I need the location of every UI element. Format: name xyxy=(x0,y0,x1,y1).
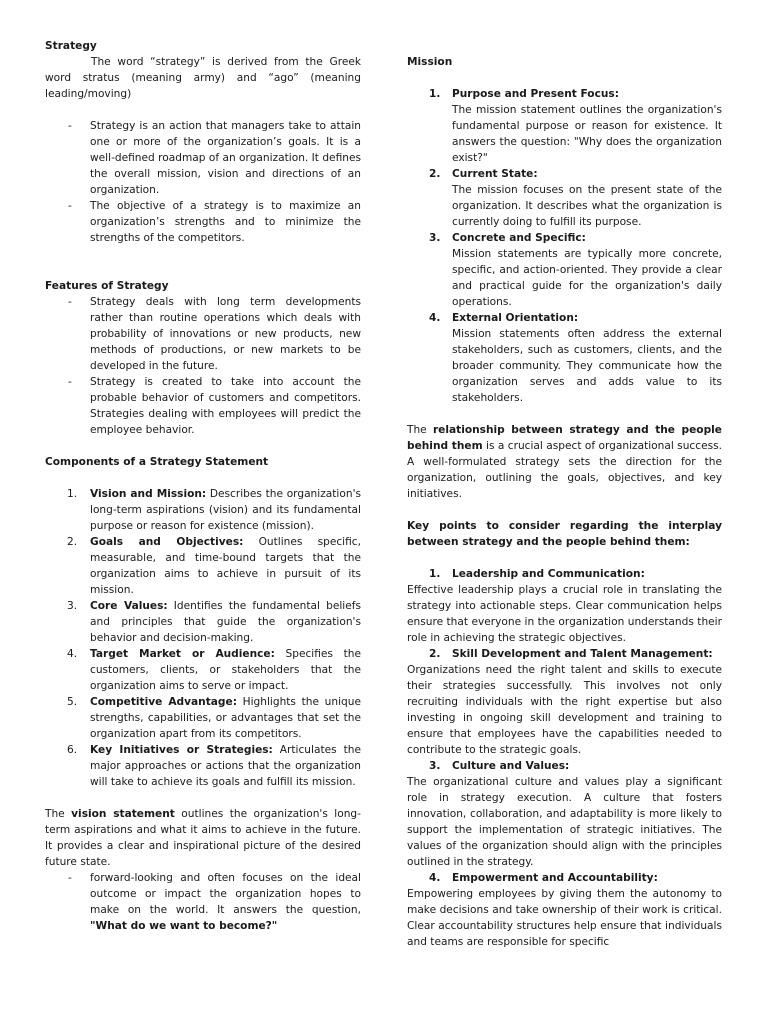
mission-heading: Mission xyxy=(407,56,453,68)
keypoint-text: Empowering employees by giving them the autonomy to make decisions and take ownership of their work is critical. Clear accountability structures help ensure that individuals and teams are responsible for specific xyxy=(407,888,722,948)
list-item: - Strategy deals with long term developments rather than routine operations which deals with probability of innovations or new products, new methods of productions, or new markets to be developed in the future. xyxy=(68,296,361,372)
list-item: - Strategy is an action that managers take to attain one or more of the organization’s goals. It is a well-defined roadmap of an organization. It defines the overall mission, vision and directions of an organization. xyxy=(68,120,361,196)
left-column xyxy=(45,38,361,934)
list-item: 3. Concrete and Specific: Mission statements are typically more concrete, specific, and action-oriented. They provide a clear and practical guide for the organization's daily operations. xyxy=(429,232,722,308)
list-item: 4. External Orientation: Mission statements often address the external stakeholders, such as customers, clients, and the broader community. They communicate how the organization serves and adds value to its stakeholders. xyxy=(429,312,722,404)
keypoint-text: The organizational culture and values play a significant role in strategy execution. A culture that fosters innovation, collaboration, and adaptability is more likely to support the implementation of strategic initiatives. The values of the organization should align with the principles outlined in the strategy. xyxy=(407,776,722,868)
keypoint-heading: 1. Leadership and Communication: xyxy=(429,568,645,580)
list-item: 1. Purpose and Present Focus: The mission statement outlines the organization's fundamental purpose or reason for existence. It answers the question: "Why does the organization exist?" xyxy=(429,88,722,164)
keypoint-heading: 3. Culture and Values: xyxy=(429,760,570,772)
right-column xyxy=(407,54,722,950)
list-item: - Strategy is created to take into account the probable behavior of customers and competitors. Strategies dealing with employees will predict the employee behavior. xyxy=(68,376,361,436)
list-item: 6. Key Initiatives or Strategies: Articulates the major approaches or actions that the organization will take to achieve its goals and fulfill its mission. xyxy=(67,744,362,788)
keypoint-heading: 2. Skill Development and Talent Management: xyxy=(429,648,713,660)
list-item: 5. Competitive Advantage: Highlights the unique strengths, capabilities, or advantages that set the organization apart from its competitors. xyxy=(67,696,362,740)
features-heading: Features of Strategy xyxy=(45,280,169,292)
components-heading: Components of a Strategy Statement xyxy=(45,456,269,468)
relationship-paragraph: The relationship between strategy and the people behind them is a crucial aspect of organizational success. A well-formulated strategy sets the direction for the organization, outlining the goals, objectives, and key initiatives. xyxy=(407,424,722,500)
keypoint-text: Effective leadership plays a crucial role in translating the strategy into actionable steps. Clear communication helps ensure that everyone in the organization understands their role in achieving the strategic objectives. xyxy=(407,584,722,644)
keypoints-heading: Key points to consider regarding the interplay between strategy and the people behind them: xyxy=(407,520,722,548)
features-points xyxy=(45,294,361,438)
strategy-intro: The word “strategy” is derived from the Greek word stratus (meaning army) and “ago” (meaning leading/moving) xyxy=(45,56,361,100)
vision-points xyxy=(45,870,361,934)
list-item: - forward-looking and often focuses on the ideal outcome or impact the organization hopes to make on the world. It answers the question, "What do we want to become?" xyxy=(68,872,361,932)
list-item: 4. Target Market or Audience: Specifies the customers, clients, or stakeholders that the organization aims to serve or impact. xyxy=(67,648,361,692)
keypoint-heading: 4. Empowerment and Accountability: xyxy=(429,872,658,884)
list-item: 2. Goals and Objectives: Outlines specific, measurable, and time-bound targets that the organization aims to achieve in pursuit of its mission. xyxy=(67,536,361,596)
mission-list xyxy=(407,86,722,406)
strategy-points xyxy=(45,118,361,246)
strategy-heading: Strategy xyxy=(45,40,97,52)
vision-paragraph: The vision statement outlines the organization's long-term aspirations and what it aims to achieve in the future. It provides a clear and inspirational picture of the desired future state. xyxy=(45,808,361,868)
list-item: - The objective of a strategy is to maximize an organization’s strengths and to minimize the strengths of the competitors. xyxy=(68,200,361,244)
list-item: 1. Vision and Mission: Describes the organization's long-term aspirations (vision) and its fundamental purpose or reason for existence (mission). xyxy=(67,488,361,532)
keypoint-text: Organizations need the right talent and skills to execute their strategies successfully. This involves not only recruiting individuals with the right expertise but also investing in ongoing skill development and training to ensure that employees have the capabilities needed to contribute to the strategic goals. xyxy=(407,664,722,756)
list-item: 2. Current State: The mission focuses on the present state of the organization. It describes what the organization is currently doing to fulfill its purpose. xyxy=(429,168,722,228)
components-list xyxy=(45,486,361,790)
keypoints-list xyxy=(407,566,722,950)
list-item: 3. Core Values: Identifies the fundamental beliefs and principles that guide the organization's behavior and decision-making. xyxy=(67,600,361,644)
